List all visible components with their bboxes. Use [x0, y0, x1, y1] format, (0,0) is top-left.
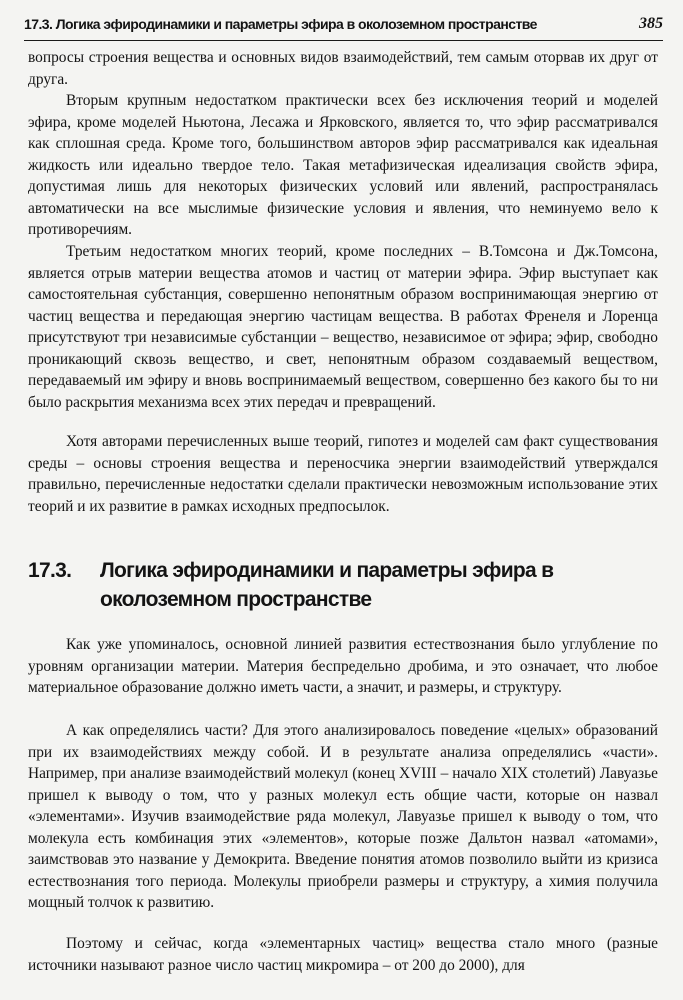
section-title-line1: Логика эфиродинамики и параметры эфира в — [100, 559, 554, 582]
paragraph: Хотя авторами перечисленных выше теорий, гипотез и моделей сам факт существования среды – основы строения вещества и переносчика энергии взаимодействий утверждался правильно, перечисленные недостатки сделали практически невозможным использование этих теорий и их развитие в рамках исходных предпосылок. — [28, 433, 658, 515]
section-title-line2: околоземном пространстве — [100, 588, 372, 611]
running-title: 17.3. Логика эфиродинамики и параметры эфира в околоземном пространстве — [24, 16, 537, 32]
paragraph: Как уже упоминалось, основной линией развития естествознания было углубление по уровням организации материи. Материя беспредельно дробима, и это означает, что любое материальное образование должно иметь части, а значит, и размеры, и структуру. — [28, 636, 658, 696]
section-number: 17.3. — [28, 559, 72, 582]
section-heading — [28, 556, 668, 614]
page-number: 385 — [639, 15, 663, 32]
paragraph: Вторым крупным недостатком практически всех без исключения теорий и моделей эфира, кроме моделей Ньютона, Лесажа и Ярковского, является то, что эфир рассматривался как сплошная среда. Кроме того, большинством авторов эфир рассматривался как идеальная жидкость или идеально твердое тело. Такая метафизическая идеализация свойств эфира, допустимая лишь для некоторых физических условий или явлений, распространялась автоматически на все мыслимые физические условия и явления, что неминуемо вело к противоречиям. — [28, 92, 658, 238]
paragraph: А как определялись части? Для этого анализировалось поведение «целых» образований при их взаимодействиях между собой. И в результате анализа определялись «части». Например, при анализе взаимодействий молекул (конец XVIII – начало XIX столетий) Лавуазье пришел к выводу о том, что у разных молекул есть общие части, которые он назвал «элементами». Изучив взаимодействие ряда молекул, Лавуазье пришел к выводу о том, что молекула есть комбинация этих «элементов», которые позже Дальтон назвал «атомами», заимствовав это название у Демокрита. Введение понятия атомов позволило выйти из кризиса естествознания того периода. Молекулы приобрели размеры и структуру, а химия получила мощный толчок к развитию. — [28, 722, 658, 911]
paragraph-continuation: вопросы строения вещества и основных видов взаимодействий, тем самым оторвав их друг от друга. — [28, 49, 658, 88]
paragraph: Третьим недостатком многих теорий, кроме последних – В.Томсона и Дж.Томсона, является отрыв материи вещества атомов и частиц от материи эфира. Эфир выступает как самостоятельная субстанция, совершенно непонятным образом воспринимающая энергию от частиц вещества и передающая энергию частицам вещества. В работах Френеля и Лоренца присутствуют три независимые субстанции – вещество, независимое от эфира; эфир, свободно проникающий сквозь вещество, и свет, непонятным образом создаваемый веществом, передаваемый им эфиру и вновь воспринимаемый веществом, совершенно без какого бы то ни было раскрытия механизма всех этих передач и превращений. — [28, 243, 658, 411]
running-header — [24, 16, 663, 41]
paragraph: Поэтому и сейчас, когда «элементарных частиц» вещества стало много (разные источники называют разное число частиц микромира – от 200 до 2000), для — [28, 935, 658, 974]
